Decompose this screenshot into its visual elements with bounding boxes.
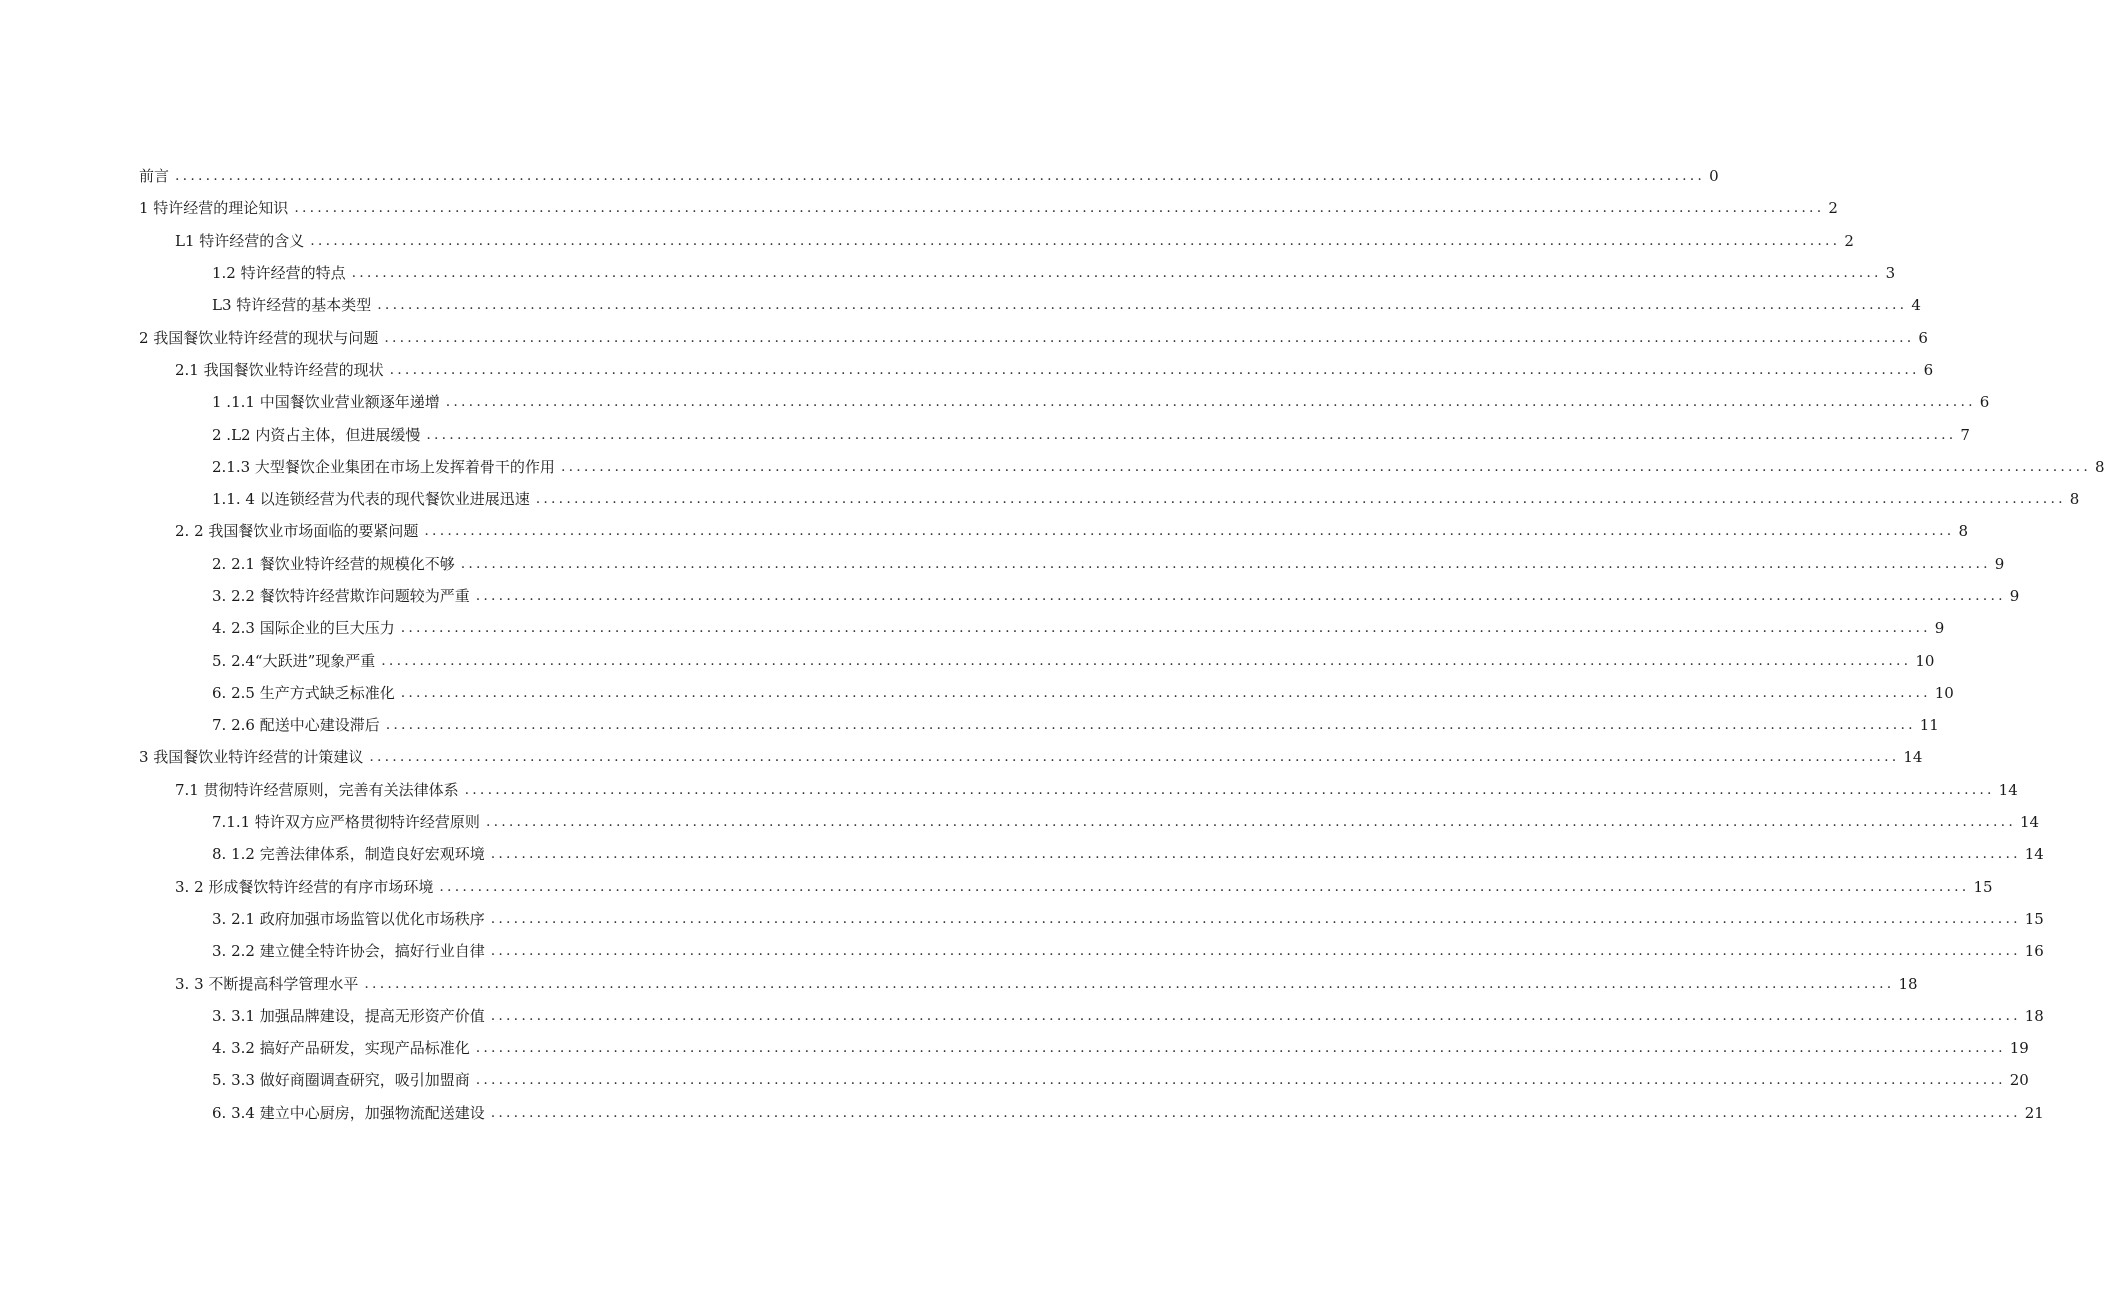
toc-dot-leader: ........................................................................................................................................................................................................ [389,361,1920,378]
toc-dot-leader: ........................................................................................................................................................................................................ [175,168,1706,185]
table-of-contents [0,160,2105,1129]
toc-entry-page-number: 7 [1960,425,1970,444]
toc-entry[interactable] [0,1032,2029,1064]
toc-dot-leader: ........................................................................................................................................................................................................ [560,458,2091,475]
toc-entry-page-number: 14 [1998,780,2018,799]
toc-dot-leader: ........................................................................................................................................................................................................ [439,878,1970,895]
toc-entry[interactable] [0,483,2080,515]
toc-entry-title: 3. 2.2 建立健全特许协会，搞好行业自律 [212,941,491,961]
toc-entry-page-number: 8 [1958,522,1968,541]
toc-entry-page-number: 19 [2009,1039,2029,1058]
toc-entry[interactable] [0,612,1945,644]
toc-entry-title: 4. 2.3 国际企业的巨大压力 [212,618,401,638]
toc-entry-page-number: 4 [1911,296,1921,315]
toc-entry-page-number: 8 [2094,457,2105,476]
toc-entry-title: 7. 2.6 配送中心建设滞后 [212,715,386,735]
toc-entry[interactable] [0,321,1928,353]
toc-entry-title: 2. 2.1 餐饮业特许经营的规模化不够 [212,554,461,574]
toc-dot-leader: ........................................................................................................................................................................................................ [310,232,1841,249]
toc-dot-leader: ........................................................................................................................................................................................................ [490,846,2021,863]
toc-entry-page-number: 11 [1919,716,1939,735]
toc-entry-page-number: 2 [1828,199,1838,218]
toc-entry-page-number: 9 [1994,554,2005,573]
toc-entry-title: 3. 2.1 政府加强市场监管以优化市场秩序 [212,909,491,929]
toc-entry-page-number: 20 [2009,1071,2029,1090]
toc-entry[interactable] [0,192,1838,224]
toc-entry[interactable] [0,451,2105,483]
toc-dot-leader: ........................................................................................................................................................................................................ [377,297,1908,314]
toc-entry-title: 6. 3.4 建立中心厨房，加强物流配送建设 [212,1103,491,1123]
toc-entry[interactable] [0,548,2005,580]
toc-entry-page-number: 9 [2009,587,2020,605]
toc-dot-leader: ........................................................................................................................................................................................................ [464,781,1995,798]
toc-entry-title: 1 特许经营的理论知识 [139,198,294,218]
toc-entry-title: 6. 2.5 生产方式缺乏标准化 [212,683,401,703]
toc-entry-title: 1.2 特许经营的特点 [212,263,352,283]
toc-entry[interactable] [0,677,1954,709]
toc-entry[interactable] [0,1097,2044,1129]
toc-dot-leader: ........................................................................................................................................................................................................ [364,975,1895,992]
toc-dot-leader: ........................................................................................................................................................................................................ [384,329,1915,346]
toc-entry-page-number: 15 [1973,877,1993,896]
toc-entry[interactable] [0,289,1921,321]
toc-dot-leader: ........................................................................................................................................................................................................ [445,394,1976,411]
toc-dot-leader: ........................................................................................................................................................................................................ [490,943,2021,960]
toc-entry-page-number: 15 [2024,909,2044,928]
toc-entry-page-number: 14 [2024,845,2044,864]
toc-entry[interactable] [0,257,1896,289]
toc-dot-leader: ........................................................................................................................................................................................................ [475,1072,2006,1089]
toc-entry-title: 2 我国餐饮业特许经营的现状与问题 [139,328,384,348]
toc-entry-page-number: 2 [1844,231,1854,250]
toc-entry-title: 7.1.1 特许双方应严格贯彻特许经营原则 [212,812,486,832]
toc-entry-page-number: 8 [2069,490,2080,509]
toc-dot-leader: ........................................................................................................................................................................................................ [475,588,2006,604]
toc-dot-leader: ........................................................................................................................................................................................................ [369,749,1900,766]
toc-entry-title: L1 特许经营的含义 [175,231,310,251]
toc-entry-page-number: 21 [2024,1103,2044,1122]
toc-entry-page-number: 0 [1709,167,1719,186]
toc-entry[interactable] [0,871,1993,903]
toc-entry-title: 前言 [139,166,175,186]
toc-entry-page-number: 6 [1918,328,1928,347]
toc-entry-title: 3. 3.1 加强品牌建设，提高无形资产价值 [212,1006,491,1026]
toc-entry-page-number: 6 [1923,360,1934,379]
toc-entry-title: 2.1 我国餐饮业特许经营的现状 [175,360,390,380]
toc-dot-leader: ........................................................................................................................................................................................................ [475,1040,2006,1057]
toc-entry[interactable] [0,838,2044,870]
toc-dot-leader: ........................................................................................................................................................................................................ [490,910,2021,927]
toc-entry-title: 3 我国餐饮业特许经营的计策建议 [139,747,369,767]
toc-entry-page-number: 18 [1898,974,1918,993]
toc-dot-leader: ........................................................................................................................................................................................................ [351,265,1882,282]
toc-entry-page-number: 3 [1885,264,1896,283]
toc-entry-title: 3. 2.2 餐饮特许经营欺诈问题较为严重 [212,586,476,606]
toc-dot-leader: ........................................................................................................................................................................................................ [490,1104,2021,1121]
toc-dot-leader: ........................................................................................................................................................................................................ [385,717,1916,734]
toc-dot-leader: ........................................................................................................................................................................................................ [400,684,1931,701]
toc-entry[interactable] [0,1000,2044,1032]
toc-entry-title: 8. 1.2 完善法律体系，制造良好宏观环境 [212,844,491,864]
toc-entry[interactable] [0,935,2044,967]
toc-entry[interactable] [0,967,1918,999]
toc-dot-leader: ........................................................................................................................................................................................................ [535,491,2066,508]
toc-entry-title: 1 .1.1 中国餐饮业营业额逐年递增 [212,392,446,412]
toc-entry-title: 2. 2 我国餐饮业市场面临的要紧问题 [175,521,424,541]
toc-entry[interactable] [0,741,1923,773]
toc-entry-page-number: 14 [2019,813,2040,832]
toc-dot-leader: ........................................................................................................................................................................................................ [426,426,1957,443]
toc-dot-leader: ........................................................................................................................................................................................................ [381,652,1912,669]
toc-dot-leader: ........................................................................................................................................................................................................ [424,523,1955,540]
toc-entry[interactable] [0,709,1939,741]
toc-entry-title: 3. 2 形成餐饮特许经营的有序市场环境 [175,877,439,897]
toc-dot-leader: ........................................................................................................................................................................................................ [460,555,1991,572]
toc-entry-title: 1.1. 4 以连锁经营为代表的现代餐饮业进展迅速 [212,489,536,509]
toc-entry-page-number: 16 [2024,942,2044,961]
toc-entry-page-number: 14 [1903,748,1923,767]
toc-entry-title: 4. 3.2 搞好产品研发，实现产品标准化 [212,1038,476,1058]
toc-entry[interactable] [0,225,1854,257]
toc-entry[interactable] [0,806,2040,838]
toc-dot-leader: ........................................................................................................................................................................................................ [485,814,2016,831]
toc-dot-leader: ........................................................................................................................................................................................................ [400,620,1931,637]
toc-entry-title: L3 特许经营的基本类型 [212,295,377,315]
toc-entry-page-number: 6 [1979,393,1990,412]
toc-dot-leader: ........................................................................................................................................................................................................ [294,200,1825,217]
toc-entry[interactable] [0,160,1719,192]
toc-entry-title: 5. 2.4“大跃进”现象严重 [212,651,381,671]
toc-entry-title: 7.1 贯彻特许经营原则，完善有关法律体系 [175,780,465,800]
toc-entry-page-number: 10 [1915,651,1935,670]
toc-entry[interactable] [0,354,1934,386]
toc-entry-title: 2 .L2 内资占主体，但进展缓慢 [212,425,426,445]
toc-dot-leader: ........................................................................................................................................................................................................ [490,1007,2021,1024]
toc-entry[interactable] [0,903,2044,935]
toc-entry-title: 5. 3.3 做好商圈调查研究，吸引加盟商 [212,1070,476,1090]
toc-entry-page-number: 10 [1934,683,1954,702]
toc-entry[interactable] [0,774,2018,806]
toc-entry-page-number: 9 [1934,619,1945,638]
toc-entry[interactable] [0,1064,2029,1096]
toc-entry-page-number: 18 [2024,1006,2044,1025]
toc-entry[interactable] [0,386,1990,418]
toc-entry[interactable] [0,580,2020,612]
toc-entry-title: 3. 3 不断提高科学管理水平 [175,974,364,994]
toc-entry[interactable] [0,418,1970,450]
toc-entry[interactable] [0,644,1935,676]
toc-entry-title: 2.1.3 大型餐饮企业集团在市场上发挥着骨干的作用 [212,457,561,477]
toc-entry[interactable] [0,515,1968,547]
